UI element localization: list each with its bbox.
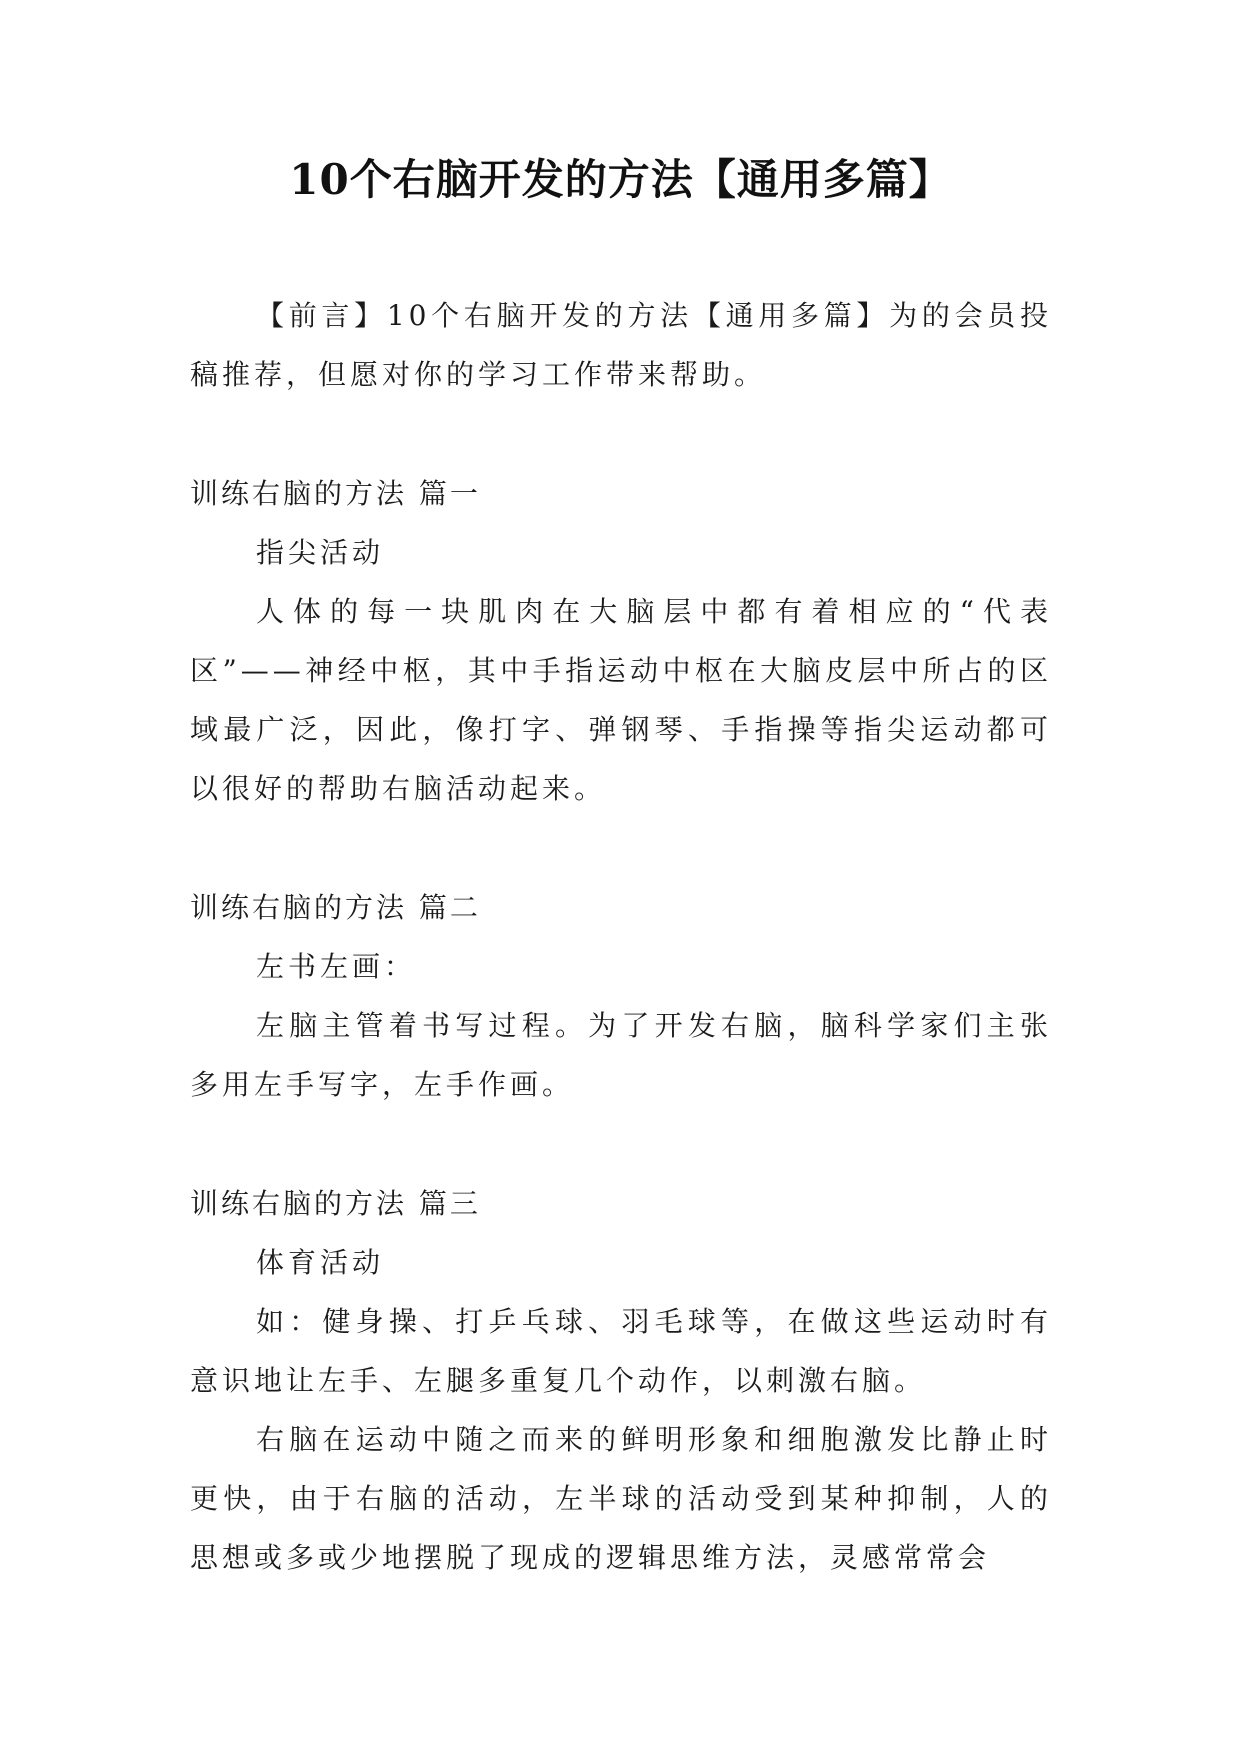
section-paragraph-3-1: 如：健身操、打乒乓球、羽毛球等，在做这些运动时有意识地让左手、左腿多重复几个动作，以刺激右脑。 (190, 1305, 1052, 1397)
document-title: 10个右脑开发的方法【通用多篇】 (289, 155, 952, 204)
preface-paragraph: 【前言】10个右脑开发的方法【通用多篇】为的会员投稿推荐，但愿对你的学习工作带来帮助。 (190, 299, 1052, 391)
section-paragraph-3-2: 右脑在运动中随之而来的鲜明形象和细胞激发比静止时更快，由于右脑的活动，左半球的活动受到某种抑制，人的思想或多或少地摆脱了现成的逻辑思维方法，灵感常常会 (190, 1423, 1052, 1574)
section-subheading-3: 体育活动 (256, 1246, 385, 1279)
section-paragraph-2-1: 左脑主管着书写过程。为了开发右脑，脑科学家们主张多用左手写字，左手作画。 (190, 1009, 1052, 1101)
document-body (190, 286, 1052, 1587)
section-gap (190, 818, 1052, 878)
section-gap (190, 404, 1052, 464)
section-heading-2: 训练右脑的方法 篇二 (190, 891, 481, 924)
section-heading-3: 训练右脑的方法 篇三 (190, 1187, 481, 1220)
section-paragraph-1-1: 人体的每一块肌肉在大脑层中都有着相应的“代表区”——神经中枢，其中手指运动中枢在大脑皮层中所占的区域最广泛，因此，像打字、弹钢琴、手指操等指尖运动都可以很好的帮助右脑活动起来。 (190, 595, 1052, 805)
section-gap (190, 1114, 1052, 1174)
section-subheading-2: 左书左画： (256, 950, 417, 983)
section-subheading-1: 指尖活动 (256, 536, 385, 569)
section-heading-1: 训练右脑的方法 篇一 (190, 477, 481, 510)
